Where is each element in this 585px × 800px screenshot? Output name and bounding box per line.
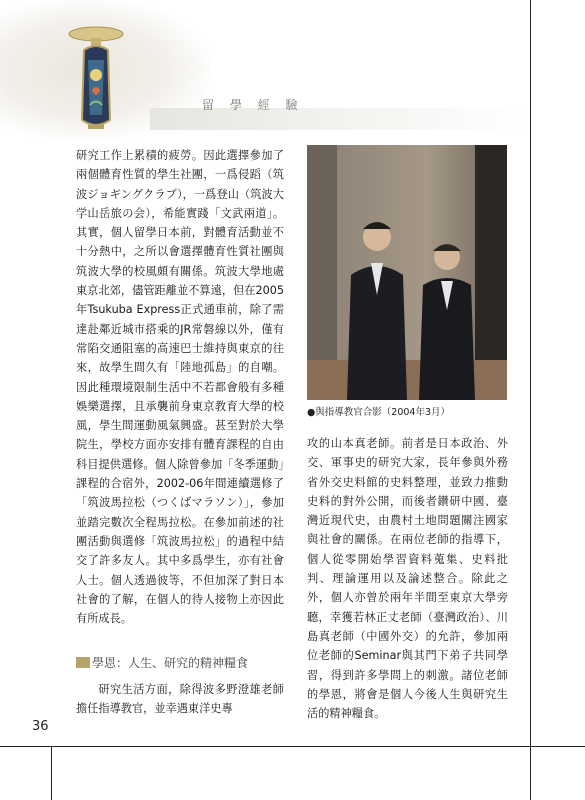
page-number: 36 — [32, 719, 49, 734]
section-title: 留 學 經 驗 — [202, 98, 304, 112]
crop-line-left-bottom — [51, 746, 52, 800]
photo-caption: ●與指導教官合影（2004年3月） — [307, 407, 451, 418]
subheading — [76, 654, 296, 671]
crop-line-bottom — [0, 746, 585, 747]
subheading-text: 學恩：人生、研究的精神糧食 — [92, 656, 249, 670]
left-column-text-2 — [76, 680, 284, 719]
left-paragraph-1: 研究工作上累積的疲勞。因此選擇參加了兩個體育性質的學生社團，一爲侵蹈（筑波ジョギングクラブ），一爲登山（筑波大学山岳旅の会），希能實踐「文武兩道」。其實，個人留學日本前，對體育活動並不十分熱中，之所以會選擇體育性質社團與筑波大學的校風頗有關係。筑波大學地處東京北郊，儘管距離並不算遠，但在2005年Tsukuba Express正式通車前，除了需達赴鄰近城市搭乘的JR常磐線以外，僅有常陷交通阻塞的高速巴士維持與東京的往來，故學生間久有「陸地孤島」的自嘲。因此種環境限制生活中不若都會般有多種娛樂選擇，且承襲前身東京教育大學的校風，學生間運動風氣興盛。甚至對於大學院生，學校方面亦安排有體育課程的自由科目提供選修。個人除曾參加「冬季運動」課程的合宿外，2002-06年間連續選修了「筑波馬拉松（つくばマラソン）」，參加並踏完數次全程馬拉松。在參加前述的社團活動與選修「筑波馬拉松」的過程中結交了許多友人。其中多爲學生，亦有社會人士。個人透過彼等，不但加深了對日本社會的了解，在個人的待人接物上亦因此有所成長。 — [76, 149, 284, 626]
photo-author-with-advisor — [307, 145, 507, 400]
subheading-marker — [76, 657, 90, 668]
right-paragraph: 攻的山本真老師。前者是日本政治、外交、軍事史的研究大家，長年參與外務省外交史料館的史料整理，並致力推動史料的對外公開，而後者鑽研中國、臺灣近現代史，由農村土地問題關注國家與社會的關係。在兩位老師的指導下，個人從零開始學習資料蒐集、史料批判、理論運用以及論述整合。除此之外，個人亦曾於兩年半間至東京大學旁聽，幸獲若林正丈老師（臺灣政治）、川島真老師（中國外交）的允許，參加兩位老師的Seminar與其門下弟子共同學習，得到許多學問上的刺激。諸位老師的學恩，將會是個人今後人生與研究生活的精神糧食。 — [307, 437, 508, 721]
left-column-text — [76, 146, 284, 628]
crop-line-right — [530, 0, 531, 800]
right-column-text — [307, 434, 508, 723]
lantern-illustration — [66, 20, 126, 140]
left-paragraph-2: 研究生活方面，除得波多野澄雄老師擔任指導教官，並幸遇東洋史專 — [76, 683, 284, 716]
